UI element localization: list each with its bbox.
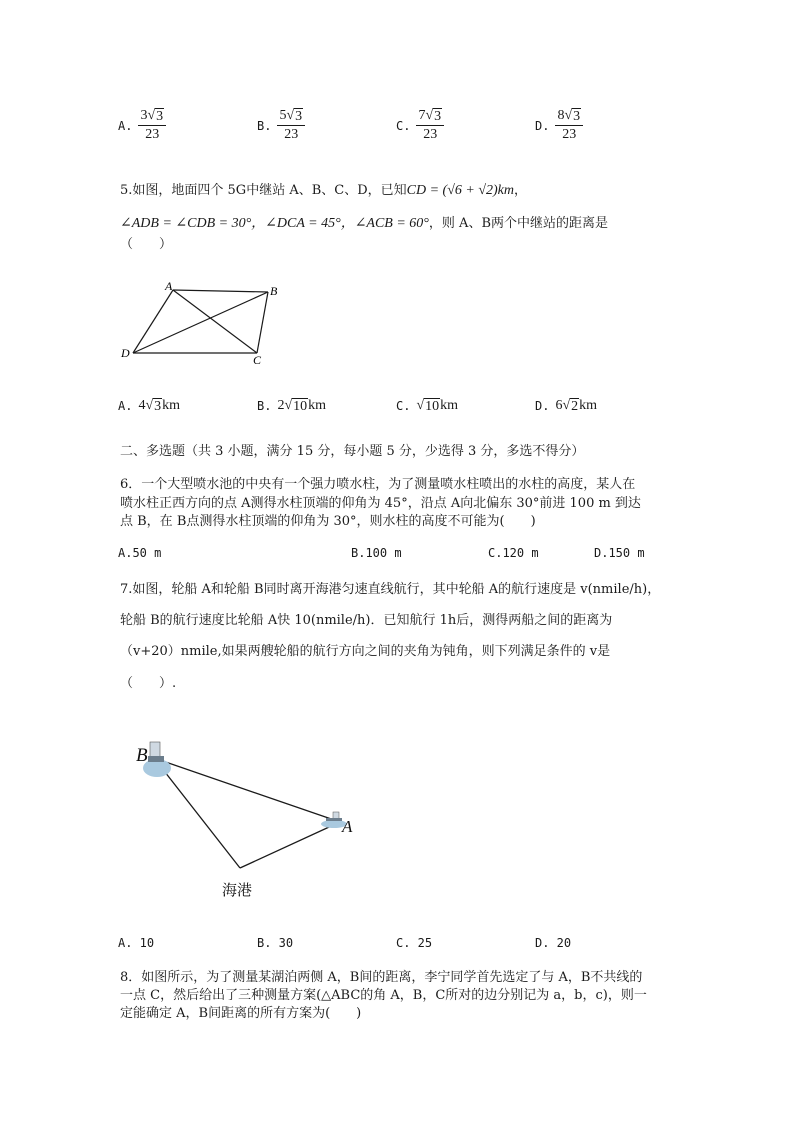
q6-line3: 点 B，在 B点测得水柱顶端的仰角为 30°，则水柱的高度不可能为( )	[120, 514, 536, 529]
q4-option-a[interactable]	[118, 108, 166, 143]
route-port-to-a	[240, 822, 340, 868]
q8-line2: 一点 C，然后给出了三种测量方案(△ABC的角 A，B，C所对的边分别记为 a，b，c)，则一	[120, 988, 647, 1003]
q6-option-b[interactable]: B.100 m	[351, 546, 402, 560]
q7-line2: 轮船 B的航行速度比轮船 A快 10(nmile/h)．已知航行 1h后，测得两船之间的距离为	[120, 613, 613, 628]
q4-option-b[interactable]	[257, 108, 305, 143]
section-heading-multi-choice: 二、多选题（共 3 小题，满分 15 分，每小题 5 分，少选得 3 分，多选不得分）	[120, 444, 585, 459]
label-c: C	[253, 353, 262, 367]
diagonal-db	[133, 292, 268, 353]
q8-line3: 定能确定 A，B间距离的所有方案为( )	[120, 1006, 362, 1021]
option-label: A.	[118, 118, 133, 133]
q5-cd-formula: CD = (√6 + √2)km	[406, 183, 514, 198]
label-a: A	[342, 817, 353, 836]
q6-line2: 喷水柱正西方向的点 A测得水柱顶端的仰角为 45°，沿点 A向北偏东 30°前进 100 m 到达	[120, 496, 641, 511]
fraction: 8 √ 3 23	[555, 108, 583, 143]
option-label: D.	[535, 118, 550, 133]
q4-option-d[interactable]	[535, 108, 583, 143]
q7-option-d[interactable]: D. 20	[535, 936, 572, 950]
q7-option-a[interactable]: A. 10	[118, 936, 155, 950]
label-d: D	[121, 346, 130, 360]
edge-ab	[173, 290, 268, 292]
label-a: A	[165, 279, 173, 293]
route-port-to-b	[154, 758, 240, 868]
q7-line4: （ ）.	[120, 676, 177, 691]
edge-bc	[257, 292, 268, 353]
fraction: 3 √ 3 23	[138, 108, 166, 143]
q5-option-b[interactable]: B. 2 √ 10 km	[257, 398, 327, 414]
option-label: C.	[396, 118, 411, 133]
fraction: 7 √ 3 23	[416, 108, 444, 143]
diagonal-ac	[173, 290, 257, 353]
q6-option-a[interactable]: A.50 m	[118, 546, 162, 560]
q7-option-b[interactable]: B. 30	[257, 936, 294, 950]
q7-line1: 7.如图，轮船 A和轮船 B同时离开海港匀速直线航行，其中轮船 A的航行速度是 v(nmile/h)，	[120, 582, 661, 597]
q5-option-d[interactable]: D. 6 √ 2 km	[535, 398, 598, 414]
q6-line1: 6．一个大型喷水池的中央有一个强力喷水柱，为了测量喷水柱喷出的水柱的高度，某人在	[120, 477, 636, 492]
q5-option-c[interactable]: C. √ 10 km	[396, 398, 459, 414]
q5-angle-formula: ∠ADB = ∠CDB = 30°，∠DCA = 45°，∠ACB = 60°	[120, 216, 429, 231]
q8-line1: 8．如图所示，为了测量某湖泊两侧 A，B间的距离，李宁同学首先选定了与 A，B不共线的	[120, 970, 643, 985]
label-b: B	[270, 284, 278, 298]
q5-line1: 5.如图，地面四个 5G中继站 A、B、C、D，已知CD = (√6 + √2)km，	[120, 183, 528, 198]
q4-option-c[interactable]	[396, 108, 444, 143]
q5-line3: （ ）	[120, 237, 173, 252]
q7-ships-figure	[130, 728, 370, 906]
q7-line3: （v+20）nmile,如果两艘轮船的航行方向之间的夹角为钝角，则下列满足条件的 v是	[120, 644, 611, 659]
fraction: 5 √ 3 23	[277, 108, 305, 143]
label-b: B	[136, 745, 148, 766]
q6-option-d[interactable]: D.150 m	[594, 546, 645, 560]
label-port: 海港	[222, 881, 253, 899]
q5-line2: ∠ADB = ∠CDB = 30°，∠DCA = 45°，∠ACB = 60°，则 A、B两个中继站的距离是	[120, 216, 608, 231]
q5-option-a[interactable]: A. 4 √ 3 km	[118, 398, 181, 414]
q5-quadrilateral-figure	[115, 278, 285, 370]
distance-b-to-a	[154, 758, 340, 822]
option-label: B.	[257, 118, 272, 133]
q7-option-c[interactable]: C. 25	[396, 936, 433, 950]
q6-option-c[interactable]: C.120 m	[488, 546, 539, 560]
